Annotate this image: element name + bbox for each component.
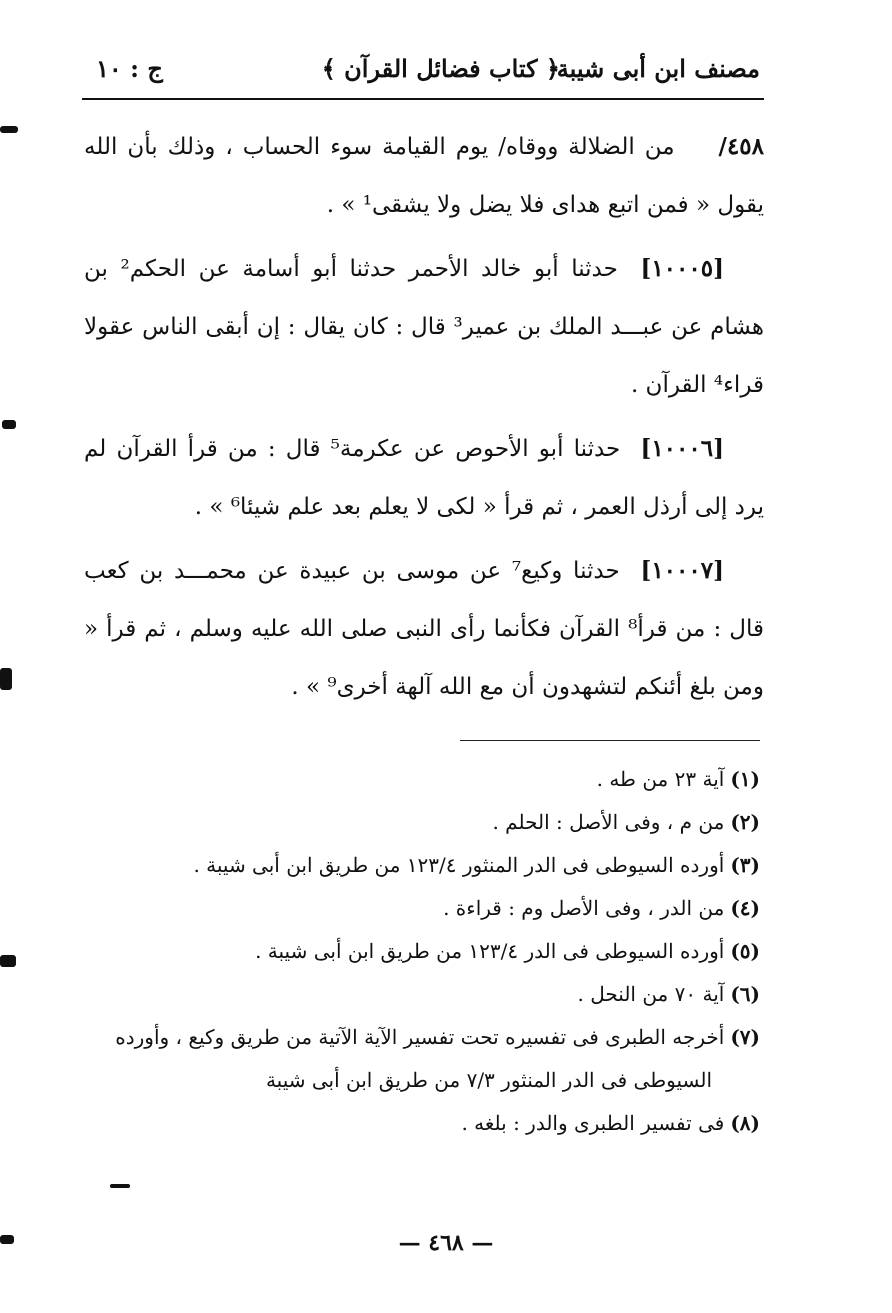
scan-mark	[0, 126, 18, 133]
footnote-text: السيوطى فى الدر المنثور ٧/٣ من طريق ابن أبى شيبة	[265, 1068, 712, 1092]
footnote-number: (٥)	[730, 939, 760, 963]
main-text	[84, 118, 764, 722]
scan-mark	[2, 420, 16, 429]
footnote-text: آية ٢٣ من طه .	[596, 767, 725, 791]
volume-number: ج : ١٠	[96, 54, 163, 83]
running-header	[86, 48, 760, 96]
continuation-text-line-1: من الضلالة ووقاه/ يوم القيامة سوء الحساب ، وذلك بأن الله	[84, 134, 675, 160]
continuation-text-line-2: يقول « فمن اتبع هداى فلا يضل ولا يشقى¹ » .	[326, 192, 764, 218]
scan-mark	[0, 668, 12, 690]
footnote-text: فى تفسير الطبرى والدر : بلغه .	[461, 1111, 725, 1135]
chapter-title: ﴿ كتاب فضائل القرآن ﴾	[321, 54, 560, 83]
footnote	[90, 844, 760, 887]
hadith-10006	[84, 420, 764, 536]
footnotes	[90, 758, 760, 1145]
footnote	[90, 1016, 760, 1059]
footnote-text: من الدر ، وفى الأصل وم : قراءة .	[443, 896, 725, 920]
hadith-10005	[84, 240, 764, 414]
scan-mark	[0, 955, 16, 967]
footnote-number: (٧)	[730, 1025, 760, 1049]
footnote-continuation	[90, 1059, 760, 1102]
hadith-number: [١٠٠٠٧]	[640, 557, 724, 584]
footnote-number: (٨)	[730, 1111, 760, 1135]
footnote	[90, 887, 760, 930]
footnote-number: (٣)	[730, 853, 760, 877]
footnote	[90, 1102, 760, 1145]
continuation-paragraph	[84, 118, 764, 234]
scan-mark	[110, 1184, 130, 1188]
footnote-number: (٦)	[730, 982, 760, 1006]
footnote-text: آية ٧٠ من النحل .	[577, 982, 725, 1006]
footnote	[90, 801, 760, 844]
footnote-number: (٢)	[730, 810, 760, 834]
header-rule	[82, 98, 764, 100]
footnote	[90, 758, 760, 801]
footnote-text: أورده السيوطى فى الدر ١٢٣/٤ من طريق ابن أبى شيبة .	[255, 939, 725, 963]
hadith-number: [١٠٠٠٥]	[640, 255, 724, 282]
hadith-text: حدثنا أبو الأحوص عن عكرمة⁵ قال : من قرأ القرآن لم يرد إلى أرذل العمر ، ثم قرأ « لكى لا يعلم بعد علم شيئا⁶ » .	[84, 436, 764, 520]
footnote-text: أورده السيوطى فى الدر المنثور ١٢٣/٤ من طريق ابن أبى شيبة .	[193, 853, 725, 877]
hadith-text: حدثنا أبو خالد الأحمر حدثنا أبو أسامة عن الحكم² بن هشام عن عبـــد الملك بن عمير³ قال : كان يقال : إن أبقى الناس عقولا قراء⁴ القرآن .	[84, 256, 764, 398]
manuscript-page-ref: ٤٥٨/	[718, 133, 765, 160]
footnote	[90, 973, 760, 1016]
footnote-number: (٤)	[730, 896, 760, 920]
footnote-rule	[460, 740, 760, 741]
hadith-10007	[84, 542, 764, 716]
footnote	[90, 930, 760, 973]
footnote-text: أخرجه الطبرى فى تفسيره تحت تفسير الآية الآتية من طريق وكيع ، وأورده	[115, 1025, 725, 1049]
footnote-number: (١)	[730, 767, 760, 791]
footnote-text: من م ، وفى الأصل : الحلم .	[492, 810, 725, 834]
hadith-text: حدثنا وكيع⁷ عن موسى بن عبيدة عن محمـــد بن كعب قال : من قرأ⁸ القرآن فكأنما رأى النبى صلى الله عليه وسلم ، ثم قرأ « ومن بلغ أئنكم لتشهدون أن مع الله آلهة أخرى⁹ » .	[84, 558, 764, 700]
book-title: مصنف ابن أبى شيبة	[556, 54, 760, 83]
page-number: — ٤٦٨ —	[398, 1230, 494, 1256]
hadith-number: [١٠٠٠٦]	[640, 435, 724, 462]
